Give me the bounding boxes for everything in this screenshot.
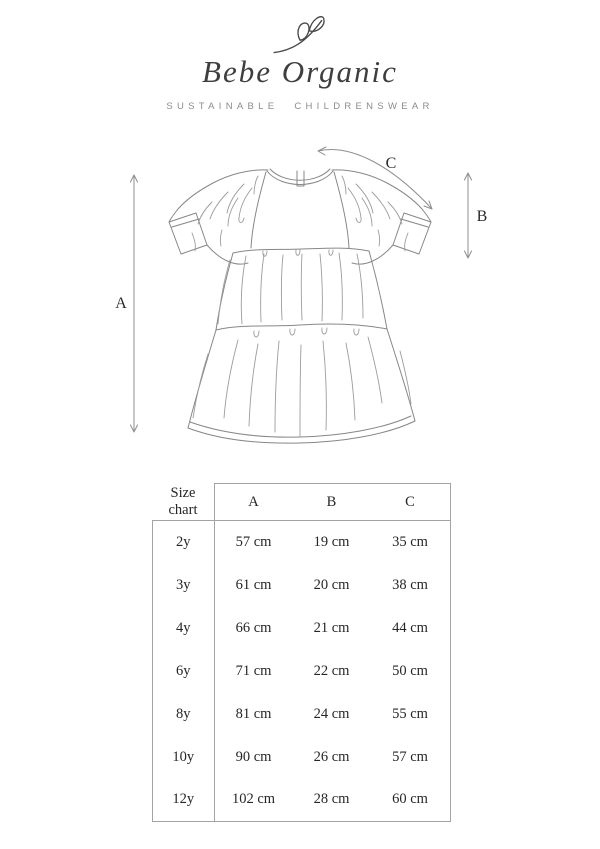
measurement-cell: 22 cm — [313, 662, 350, 679]
size-chart-corner — [153, 484, 215, 521]
column-header-b: B — [293, 484, 371, 521]
size-cell: 8y — [153, 693, 215, 736]
column-header-c: C — [371, 484, 451, 521]
measurement-cell: 66 cm — [235, 619, 272, 636]
measurement-cell: 35 cm — [371, 521, 451, 564]
size-cell: 2y — [153, 521, 215, 564]
dress-measurement-diagram — [0, 140, 600, 470]
table-row — [153, 736, 451, 779]
size-cell: 12y — [153, 779, 215, 822]
table-row — [153, 521, 451, 564]
measurement-cell: 26 cm — [313, 748, 350, 765]
measurement-cell: 44 cm — [371, 607, 451, 650]
size-cell: 4y — [153, 607, 215, 650]
measurement-a-label: A — [115, 295, 127, 312]
measurement-cell: 90 cm — [235, 748, 272, 765]
brand-tagline: SUSTAINABLE CHILDRENSWEAR — [166, 101, 434, 112]
measurement-cell: 55 cm — [371, 693, 451, 736]
measurement-b-label: B — [476, 208, 488, 225]
measurement-cell: 81 cm — [235, 705, 272, 722]
measurement-cell: 57 cm — [235, 533, 272, 550]
measurement-a-arrow — [131, 175, 138, 432]
measurement-cell: 57 cm — [371, 736, 451, 779]
measurement-cell: 38 cm — [371, 564, 451, 607]
column-header-a: A — [214, 484, 293, 521]
measurement-b-arrow — [465, 173, 472, 258]
table-row — [153, 607, 451, 650]
brand-name: Bebe Organic — [202, 54, 398, 89]
size-cell: 6y — [153, 650, 215, 693]
size-cell: 10y — [153, 736, 215, 779]
measurement-cell: 61 cm — [235, 576, 272, 593]
measurement-cell: 60 cm — [371, 779, 451, 822]
measurement-cell: 24 cm — [313, 705, 350, 722]
table-row — [153, 650, 451, 693]
table-row — [153, 779, 451, 822]
measurement-cell: 19 cm — [313, 533, 350, 550]
measurement-c-label: C — [385, 155, 397, 172]
table-row — [153, 564, 451, 607]
measurement-cell: 50 cm — [371, 650, 451, 693]
measurement-cell: 21 cm — [313, 619, 350, 636]
size-chart-corner-label: Size chart — [168, 485, 198, 518]
size-chart-table — [152, 483, 451, 822]
dress-sketch-icon — [169, 169, 431, 443]
measurement-cell: 102 cm — [214, 779, 293, 822]
table-row — [153, 693, 451, 736]
measurement-cell: 71 cm — [235, 662, 272, 679]
measurement-cell: 20 cm — [313, 576, 350, 593]
leaf-sprig-icon — [270, 12, 332, 56]
table-header-row — [153, 484, 451, 521]
size-cell: 3y — [153, 564, 215, 607]
measurement-c-arrow — [318, 147, 432, 209]
measurement-cell: 28 cm — [293, 779, 371, 822]
